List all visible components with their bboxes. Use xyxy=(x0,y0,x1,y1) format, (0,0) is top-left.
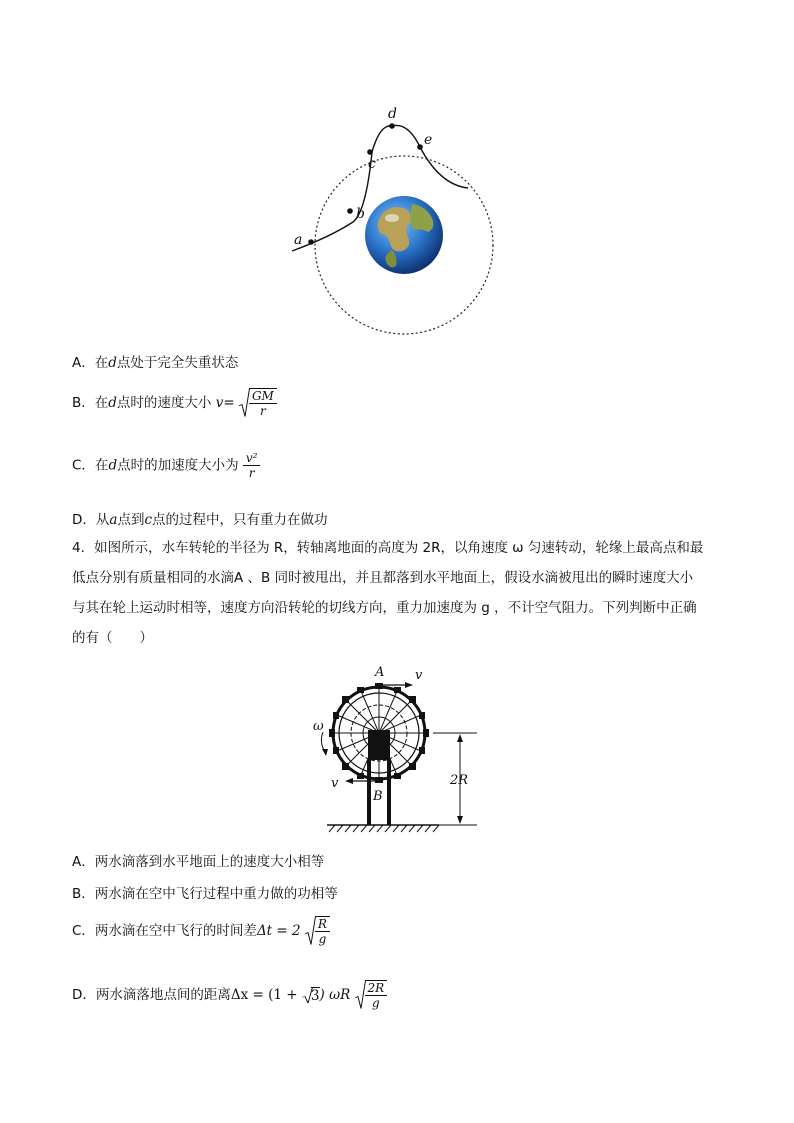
q3-option-c-fraction xyxy=(243,451,261,480)
label-e: e xyxy=(424,132,433,148)
label-a: a xyxy=(294,232,303,248)
q3-option-b-den: r xyxy=(249,403,277,418)
q3-option-d-var2: c xyxy=(144,512,153,528)
orbit-figure xyxy=(280,100,510,340)
q4-option-d-sqrt3 xyxy=(302,987,320,1004)
label-A: A xyxy=(375,665,385,680)
q4-option-d-den: g xyxy=(365,995,388,1010)
label-B: B xyxy=(373,789,383,804)
q3-option-a-var: d xyxy=(108,355,117,371)
point-e xyxy=(417,144,423,150)
q3-option-b-eq: = xyxy=(223,395,235,411)
q3-option-b-sqrt xyxy=(239,388,277,418)
support-left xyxy=(367,760,371,825)
q4-option-d-sqrt3-value: 3 xyxy=(310,987,320,1004)
point-a xyxy=(308,239,314,245)
label-omega: ω xyxy=(313,719,324,734)
label-2R: 2R xyxy=(450,773,469,788)
q4-option-c-den: g xyxy=(315,931,330,946)
point-c xyxy=(367,149,373,155)
q4-option-b: B．两水滴在空中飞行过程中重力做的功相等 xyxy=(72,886,338,902)
q3-option-c-prefix: C．在 xyxy=(72,457,109,474)
q3-option-c-text: 点时的加速度大小为 xyxy=(117,457,239,474)
label-d: d xyxy=(388,106,397,122)
q3-option-b-text: 点时的速度大小 xyxy=(116,395,216,411)
q4-option-d-sqrt xyxy=(355,980,388,1010)
q3-option-d-mid: 点到 xyxy=(117,512,145,528)
q4-option-d-expr-post: ) ωR xyxy=(319,987,351,1003)
q4-stem-line-2: 低点分别有质量相同的水滴A 、B 同时被甩出，并且都落到水平地面上，假设水滴被甩出的瞬时速度大小 xyxy=(72,570,694,586)
point-b xyxy=(347,208,353,214)
q4-option-c-num: R xyxy=(317,917,327,931)
label-b: b xyxy=(356,206,365,222)
wheel-hub xyxy=(368,730,390,760)
q3-option-a-text: 点处于完全失重状态 xyxy=(116,355,239,371)
q4-option-c-expr: Δt = 2 xyxy=(256,923,301,939)
q3-option-c-den: r xyxy=(243,465,261,480)
water-wheel-figure xyxy=(305,660,490,835)
q3-option-b-var: d xyxy=(108,395,117,411)
q4-option-d-expr-pre: Δx = (1 + xyxy=(230,987,302,1003)
q3-option-b-prefix: B．在 xyxy=(72,395,109,411)
q4-stem xyxy=(72,533,734,653)
rotation-arrow xyxy=(321,732,328,756)
ground-hatch xyxy=(329,825,439,832)
q3-option-d-var1: a xyxy=(109,512,118,528)
support-right xyxy=(387,760,391,825)
q3-option-a-prefix: A．在 xyxy=(72,355,109,371)
q3-option-a xyxy=(72,351,238,371)
q3-option-d-text: 点的过程中，只有重力在做功 xyxy=(152,512,328,528)
q3-option-d xyxy=(72,508,328,528)
q3-option-b xyxy=(72,388,277,418)
q3-option-d-prefix: D．从 xyxy=(72,512,110,528)
q4-option-a: A．两水滴落到水平地面上的速度大小相等 xyxy=(72,854,325,870)
q3-option-c-var: d xyxy=(108,457,118,474)
label-v-top: v xyxy=(415,668,423,683)
label-v-bottom: v xyxy=(331,776,339,791)
q4-stem-line-1: 4．如图所示，水车转轮的半径为 R，转轴离地面的高度为 2R，以角速度 ω 匀速转动，轮缘上最高点和最 xyxy=(72,540,704,556)
earth-image xyxy=(365,196,443,274)
q4-option-d xyxy=(72,980,387,1010)
label-c: c xyxy=(368,156,376,172)
q4-option-c xyxy=(72,916,330,946)
q3-option-c xyxy=(72,451,260,480)
q4-stem-line-4: 的有（ ） xyxy=(72,630,153,646)
q4-option-d-text: D．两水滴落地点间的距离 xyxy=(72,987,231,1003)
q4-option-d-num: 2R xyxy=(367,981,385,995)
q3-option-c-num: v² xyxy=(245,451,258,465)
q3-option-b-v: v xyxy=(215,395,224,411)
q4-option-c-sqrt xyxy=(305,916,330,946)
point-d xyxy=(389,123,395,129)
q3-option-b-num: GM xyxy=(251,389,274,403)
q4-stem-line-3: 与其在轮上运动时相等，速度方向沿转轮的切线方向，重力加速度为 g ，不计空气阻力。下列判断中正确 xyxy=(72,600,697,616)
q4-option-c-text: C．两水滴在空中飞行的时间差 xyxy=(72,923,257,939)
